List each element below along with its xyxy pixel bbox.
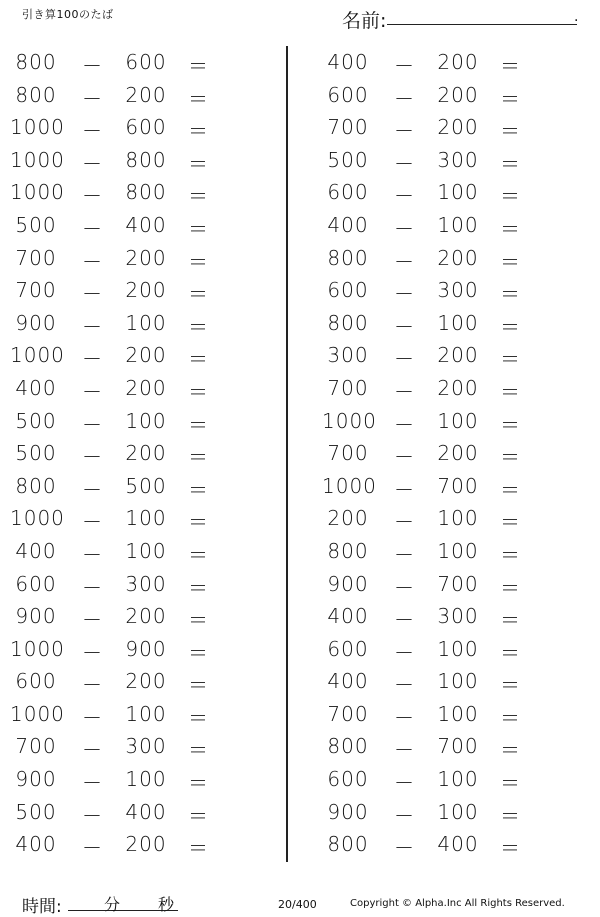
minuend: 400 <box>15 538 57 563</box>
subtrahend: 100 <box>437 310 479 335</box>
subtrahend: 200 <box>125 375 167 400</box>
subtrahend: 100 <box>125 767 167 792</box>
problem-row <box>0 600 280 633</box>
minus-sign: － <box>82 412 102 437</box>
copyright: Copyright © Alpha.Inc All Rights Reserved. <box>350 898 565 909</box>
equals-sign: ＝ <box>188 836 208 861</box>
minus-sign: － <box>394 608 414 633</box>
subtrahend: 200 <box>437 82 479 107</box>
problem-row <box>0 209 280 242</box>
equals-sign: ＝ <box>188 445 208 470</box>
minus-sign: － <box>394 575 414 600</box>
minus-sign: － <box>394 673 414 698</box>
problem-row <box>312 307 592 340</box>
subtrahend: 100 <box>125 506 167 531</box>
minus-sign: － <box>82 86 102 111</box>
minuend: 600 <box>327 82 369 107</box>
equals-sign: ＝ <box>188 216 208 241</box>
minuend: 1000 <box>10 147 65 172</box>
problem-row <box>0 437 280 470</box>
equals-sign: ＝ <box>188 151 208 176</box>
equals-sign: ＝ <box>500 86 520 111</box>
problem-row <box>0 763 280 796</box>
subtrahend: 200 <box>437 343 479 368</box>
name-field-line[interactable] <box>387 24 577 25</box>
minuend: 1000 <box>10 701 65 726</box>
minuend: 800 <box>327 734 369 759</box>
problem-row <box>312 730 592 763</box>
minus-sign: － <box>394 379 414 404</box>
equals-sign: ＝ <box>500 477 520 502</box>
subtrahend: 200 <box>125 343 167 368</box>
problem-row <box>0 242 280 275</box>
equals-sign: ＝ <box>188 510 208 535</box>
minus-sign: － <box>82 738 102 763</box>
subtrahend: 100 <box>437 506 479 531</box>
subtrahend: 900 <box>125 636 167 661</box>
minus-sign: － <box>394 445 414 470</box>
equals-sign: ＝ <box>500 249 520 274</box>
minus-sign: － <box>394 412 414 437</box>
problem-row <box>312 242 592 275</box>
problem-row <box>0 372 280 405</box>
equals-sign: ＝ <box>500 347 520 372</box>
subtrahend: 200 <box>125 82 167 107</box>
subtrahend: 300 <box>125 571 167 596</box>
minus-sign: － <box>394 640 414 665</box>
subtrahend: 200 <box>437 441 479 466</box>
equals-sign: ＝ <box>188 640 208 665</box>
minus-sign: － <box>82 771 102 796</box>
problem-row <box>312 144 592 177</box>
minus-sign: － <box>82 608 102 633</box>
minuend: 700 <box>327 701 369 726</box>
subtrahend: 200 <box>125 832 167 857</box>
subtrahend: 200 <box>437 245 479 270</box>
minuend: 500 <box>327 147 369 172</box>
subtrahend: 100 <box>437 799 479 824</box>
problem-row <box>312 535 592 568</box>
problem-row <box>0 796 280 829</box>
problem-row <box>0 568 280 601</box>
problem-row <box>312 209 592 242</box>
problem-row <box>0 633 280 666</box>
subtrahend: 100 <box>437 212 479 237</box>
minuend: 500 <box>15 441 57 466</box>
minuend: 800 <box>327 832 369 857</box>
minus-sign: － <box>394 119 414 144</box>
minuend: 400 <box>327 212 369 237</box>
equals-sign: ＝ <box>188 54 208 78</box>
problem-row <box>312 828 592 861</box>
name-dot: . <box>574 9 579 25</box>
problem-row <box>312 600 592 633</box>
minuend: 700 <box>15 245 57 270</box>
minus-sign: － <box>82 347 102 372</box>
equals-sign: ＝ <box>188 184 208 209</box>
subtrahend: 100 <box>125 310 167 335</box>
subtrahend: 400 <box>125 212 167 237</box>
minuend: 1000 <box>322 408 377 433</box>
minuend: 500 <box>15 799 57 824</box>
minuend: 1000 <box>10 343 65 368</box>
subtrahend: 200 <box>125 278 167 303</box>
minus-sign: － <box>82 151 102 176</box>
minus-sign: － <box>394 314 414 339</box>
problem-row <box>312 568 592 601</box>
minus-sign: － <box>82 216 102 241</box>
minuend: 1000 <box>10 115 65 140</box>
problem-row <box>312 176 592 209</box>
subtrahend: 700 <box>437 734 479 759</box>
equals-sign: ＝ <box>188 608 208 633</box>
subtrahend: 100 <box>125 701 167 726</box>
minuend: 1000 <box>10 636 65 661</box>
equals-sign: ＝ <box>500 705 520 730</box>
problem-row <box>0 665 280 698</box>
minus-sign: － <box>394 151 414 176</box>
equals-sign: ＝ <box>188 282 208 307</box>
equals-sign: ＝ <box>188 803 208 828</box>
minuend: 600 <box>327 278 369 303</box>
minuend: 800 <box>327 310 369 335</box>
subtrahend: 100 <box>437 538 479 563</box>
problem-row <box>312 763 592 796</box>
problem-column-right <box>312 46 592 861</box>
equals-sign: ＝ <box>188 314 208 339</box>
minus-sign: － <box>82 542 102 567</box>
equals-sign: ＝ <box>188 119 208 144</box>
subtrahend: 700 <box>437 473 479 498</box>
minus-sign: － <box>82 379 102 404</box>
subtrahend: 200 <box>437 115 479 140</box>
minuend: 800 <box>15 82 57 107</box>
problem-row <box>0 405 280 438</box>
equals-sign: ＝ <box>500 803 520 828</box>
subtrahend: 700 <box>437 571 479 596</box>
minuend: 400 <box>327 669 369 694</box>
minuend: 600 <box>15 571 57 596</box>
subtrahend: 600 <box>125 115 167 140</box>
equals-sign: ＝ <box>188 477 208 502</box>
minus-sign: － <box>82 510 102 535</box>
minus-sign: － <box>394 510 414 535</box>
problem-row <box>312 633 592 666</box>
minuend: 800 <box>327 538 369 563</box>
equals-sign: ＝ <box>500 184 520 209</box>
problem-row <box>312 437 592 470</box>
minuend: 700 <box>327 441 369 466</box>
subtrahend: 100 <box>125 538 167 563</box>
equals-sign: ＝ <box>188 673 208 698</box>
equals-sign: ＝ <box>188 738 208 763</box>
problem-row <box>312 339 592 372</box>
problem-row <box>0 307 280 340</box>
equals-sign: ＝ <box>500 151 520 176</box>
minus-sign: － <box>394 249 414 274</box>
equals-sign: ＝ <box>188 347 208 372</box>
minuend: 900 <box>15 767 57 792</box>
minuend: 500 <box>15 212 57 237</box>
problem-row <box>0 828 280 861</box>
equals-sign: ＝ <box>188 86 208 111</box>
equals-sign: ＝ <box>500 640 520 665</box>
minus-sign: － <box>82 673 102 698</box>
minus-sign: － <box>394 542 414 567</box>
minus-sign: － <box>394 282 414 307</box>
equals-sign: ＝ <box>188 575 208 600</box>
equals-sign: ＝ <box>188 542 208 567</box>
subtrahend: 300 <box>437 604 479 629</box>
problem-row <box>312 372 592 405</box>
problem-row <box>0 339 280 372</box>
minus-sign: － <box>82 314 102 339</box>
equals-sign: ＝ <box>500 379 520 404</box>
minuend: 700 <box>15 734 57 759</box>
subtrahend: 100 <box>437 701 479 726</box>
problem-row <box>312 274 592 307</box>
minus-sign: － <box>394 184 414 209</box>
minus-sign: － <box>82 803 102 828</box>
minus-sign: － <box>82 836 102 861</box>
subtrahend: 200 <box>437 375 479 400</box>
subtrahend: 200 <box>437 50 479 74</box>
minuend: 400 <box>15 832 57 857</box>
problem-row <box>312 405 592 438</box>
minus-sign: － <box>82 119 102 144</box>
minuend: 600 <box>327 180 369 205</box>
minuend: 800 <box>15 473 57 498</box>
equals-sign: ＝ <box>188 771 208 796</box>
equals-sign: ＝ <box>500 282 520 307</box>
minus-sign: － <box>394 86 414 111</box>
minus-sign: － <box>82 249 102 274</box>
worksheet-title: 引き算100のたば <box>22 8 114 21</box>
problem-row <box>312 665 592 698</box>
minus-sign: － <box>82 640 102 665</box>
subtrahend: 100 <box>437 180 479 205</box>
minus-sign: － <box>82 445 102 470</box>
minus-sign: － <box>82 477 102 502</box>
subtrahend: 400 <box>125 799 167 824</box>
minus-sign: － <box>394 347 414 372</box>
equals-sign: ＝ <box>188 705 208 730</box>
minutes-label: 分 <box>104 895 121 914</box>
minus-sign: － <box>394 705 414 730</box>
problem-row <box>312 111 592 144</box>
subtrahend: 300 <box>437 278 479 303</box>
minus-sign: － <box>394 771 414 796</box>
problem-row <box>0 470 280 503</box>
minus-sign: － <box>394 836 414 861</box>
subtrahend: 100 <box>125 408 167 433</box>
minus-sign: － <box>394 738 414 763</box>
subtrahend: 400 <box>437 832 479 857</box>
column-divider <box>286 46 288 862</box>
equals-sign: ＝ <box>500 412 520 437</box>
equals-sign: ＝ <box>500 510 520 535</box>
equals-sign: ＝ <box>500 575 520 600</box>
equals-sign: ＝ <box>188 249 208 274</box>
minus-sign: － <box>82 575 102 600</box>
subtrahend: 600 <box>125 50 167 74</box>
equals-sign: ＝ <box>188 379 208 404</box>
minuend: 400 <box>327 50 369 74</box>
equals-sign: ＝ <box>500 836 520 861</box>
problem-row <box>0 176 280 209</box>
subtrahend: 100 <box>437 408 479 433</box>
time-label: 時間: <box>22 897 62 917</box>
problem-row <box>312 470 592 503</box>
seconds-label: 秒 <box>158 895 175 914</box>
minuend: 200 <box>327 506 369 531</box>
subtrahend: 200 <box>125 441 167 466</box>
problem-row <box>312 46 592 79</box>
minuend: 700 <box>15 278 57 303</box>
equals-sign: ＝ <box>500 771 520 796</box>
minus-sign: － <box>82 705 102 730</box>
minuend: 700 <box>327 375 369 400</box>
minuend: 800 <box>15 50 57 74</box>
equals-sign: ＝ <box>500 445 520 470</box>
minuend: 300 <box>327 343 369 368</box>
equals-sign: ＝ <box>188 412 208 437</box>
minuend: 700 <box>327 115 369 140</box>
minuend: 1000 <box>10 180 65 205</box>
subtrahend: 200 <box>125 604 167 629</box>
minuend: 900 <box>327 799 369 824</box>
equals-sign: ＝ <box>500 608 520 633</box>
problem-row <box>312 796 592 829</box>
problem-row <box>0 698 280 731</box>
minuend: 800 <box>327 245 369 270</box>
equals-sign: ＝ <box>500 673 520 698</box>
subtrahend: 100 <box>437 669 479 694</box>
subtrahend: 200 <box>125 669 167 694</box>
subtrahend: 100 <box>437 636 479 661</box>
minuend: 900 <box>327 571 369 596</box>
equals-sign: ＝ <box>500 542 520 567</box>
page-number: 20/400 <box>278 898 317 911</box>
minuend: 900 <box>15 310 57 335</box>
minuend: 1000 <box>322 473 377 498</box>
equals-sign: ＝ <box>500 54 520 78</box>
problem-row <box>0 111 280 144</box>
minus-sign: － <box>394 477 414 502</box>
name-label: 名前: <box>342 10 387 32</box>
problem-row <box>0 79 280 112</box>
minuend: 600 <box>327 636 369 661</box>
minus-sign: － <box>82 184 102 209</box>
subtrahend: 100 <box>437 767 479 792</box>
subtrahend: 500 <box>125 473 167 498</box>
problem-row <box>0 730 280 763</box>
problem-row <box>0 46 280 79</box>
minus-sign: － <box>394 54 414 78</box>
minus-sign: － <box>82 54 102 78</box>
problem-row <box>312 79 592 112</box>
problem-row <box>312 698 592 731</box>
equals-sign: ＝ <box>500 738 520 763</box>
equals-sign: ＝ <box>500 119 520 144</box>
minuend: 600 <box>327 767 369 792</box>
subtrahend: 800 <box>125 180 167 205</box>
minus-sign: － <box>82 282 102 307</box>
problem-row <box>0 502 280 535</box>
problem-row <box>0 274 280 307</box>
subtrahend: 800 <box>125 147 167 172</box>
minuend: 500 <box>15 408 57 433</box>
minuend: 1000 <box>10 506 65 531</box>
subtrahend: 300 <box>437 147 479 172</box>
problem-row <box>0 144 280 177</box>
minuend: 400 <box>15 375 57 400</box>
equals-sign: ＝ <box>500 216 520 241</box>
problem-column-left <box>0 46 280 861</box>
subtrahend: 300 <box>125 734 167 759</box>
minus-sign: － <box>394 803 414 828</box>
subtrahend: 200 <box>125 245 167 270</box>
minuend: 600 <box>15 669 57 694</box>
problem-row <box>312 502 592 535</box>
minus-sign: － <box>394 216 414 241</box>
minuend: 400 <box>327 604 369 629</box>
equals-sign: ＝ <box>500 314 520 339</box>
minuend: 900 <box>15 604 57 629</box>
problem-row <box>0 535 280 568</box>
